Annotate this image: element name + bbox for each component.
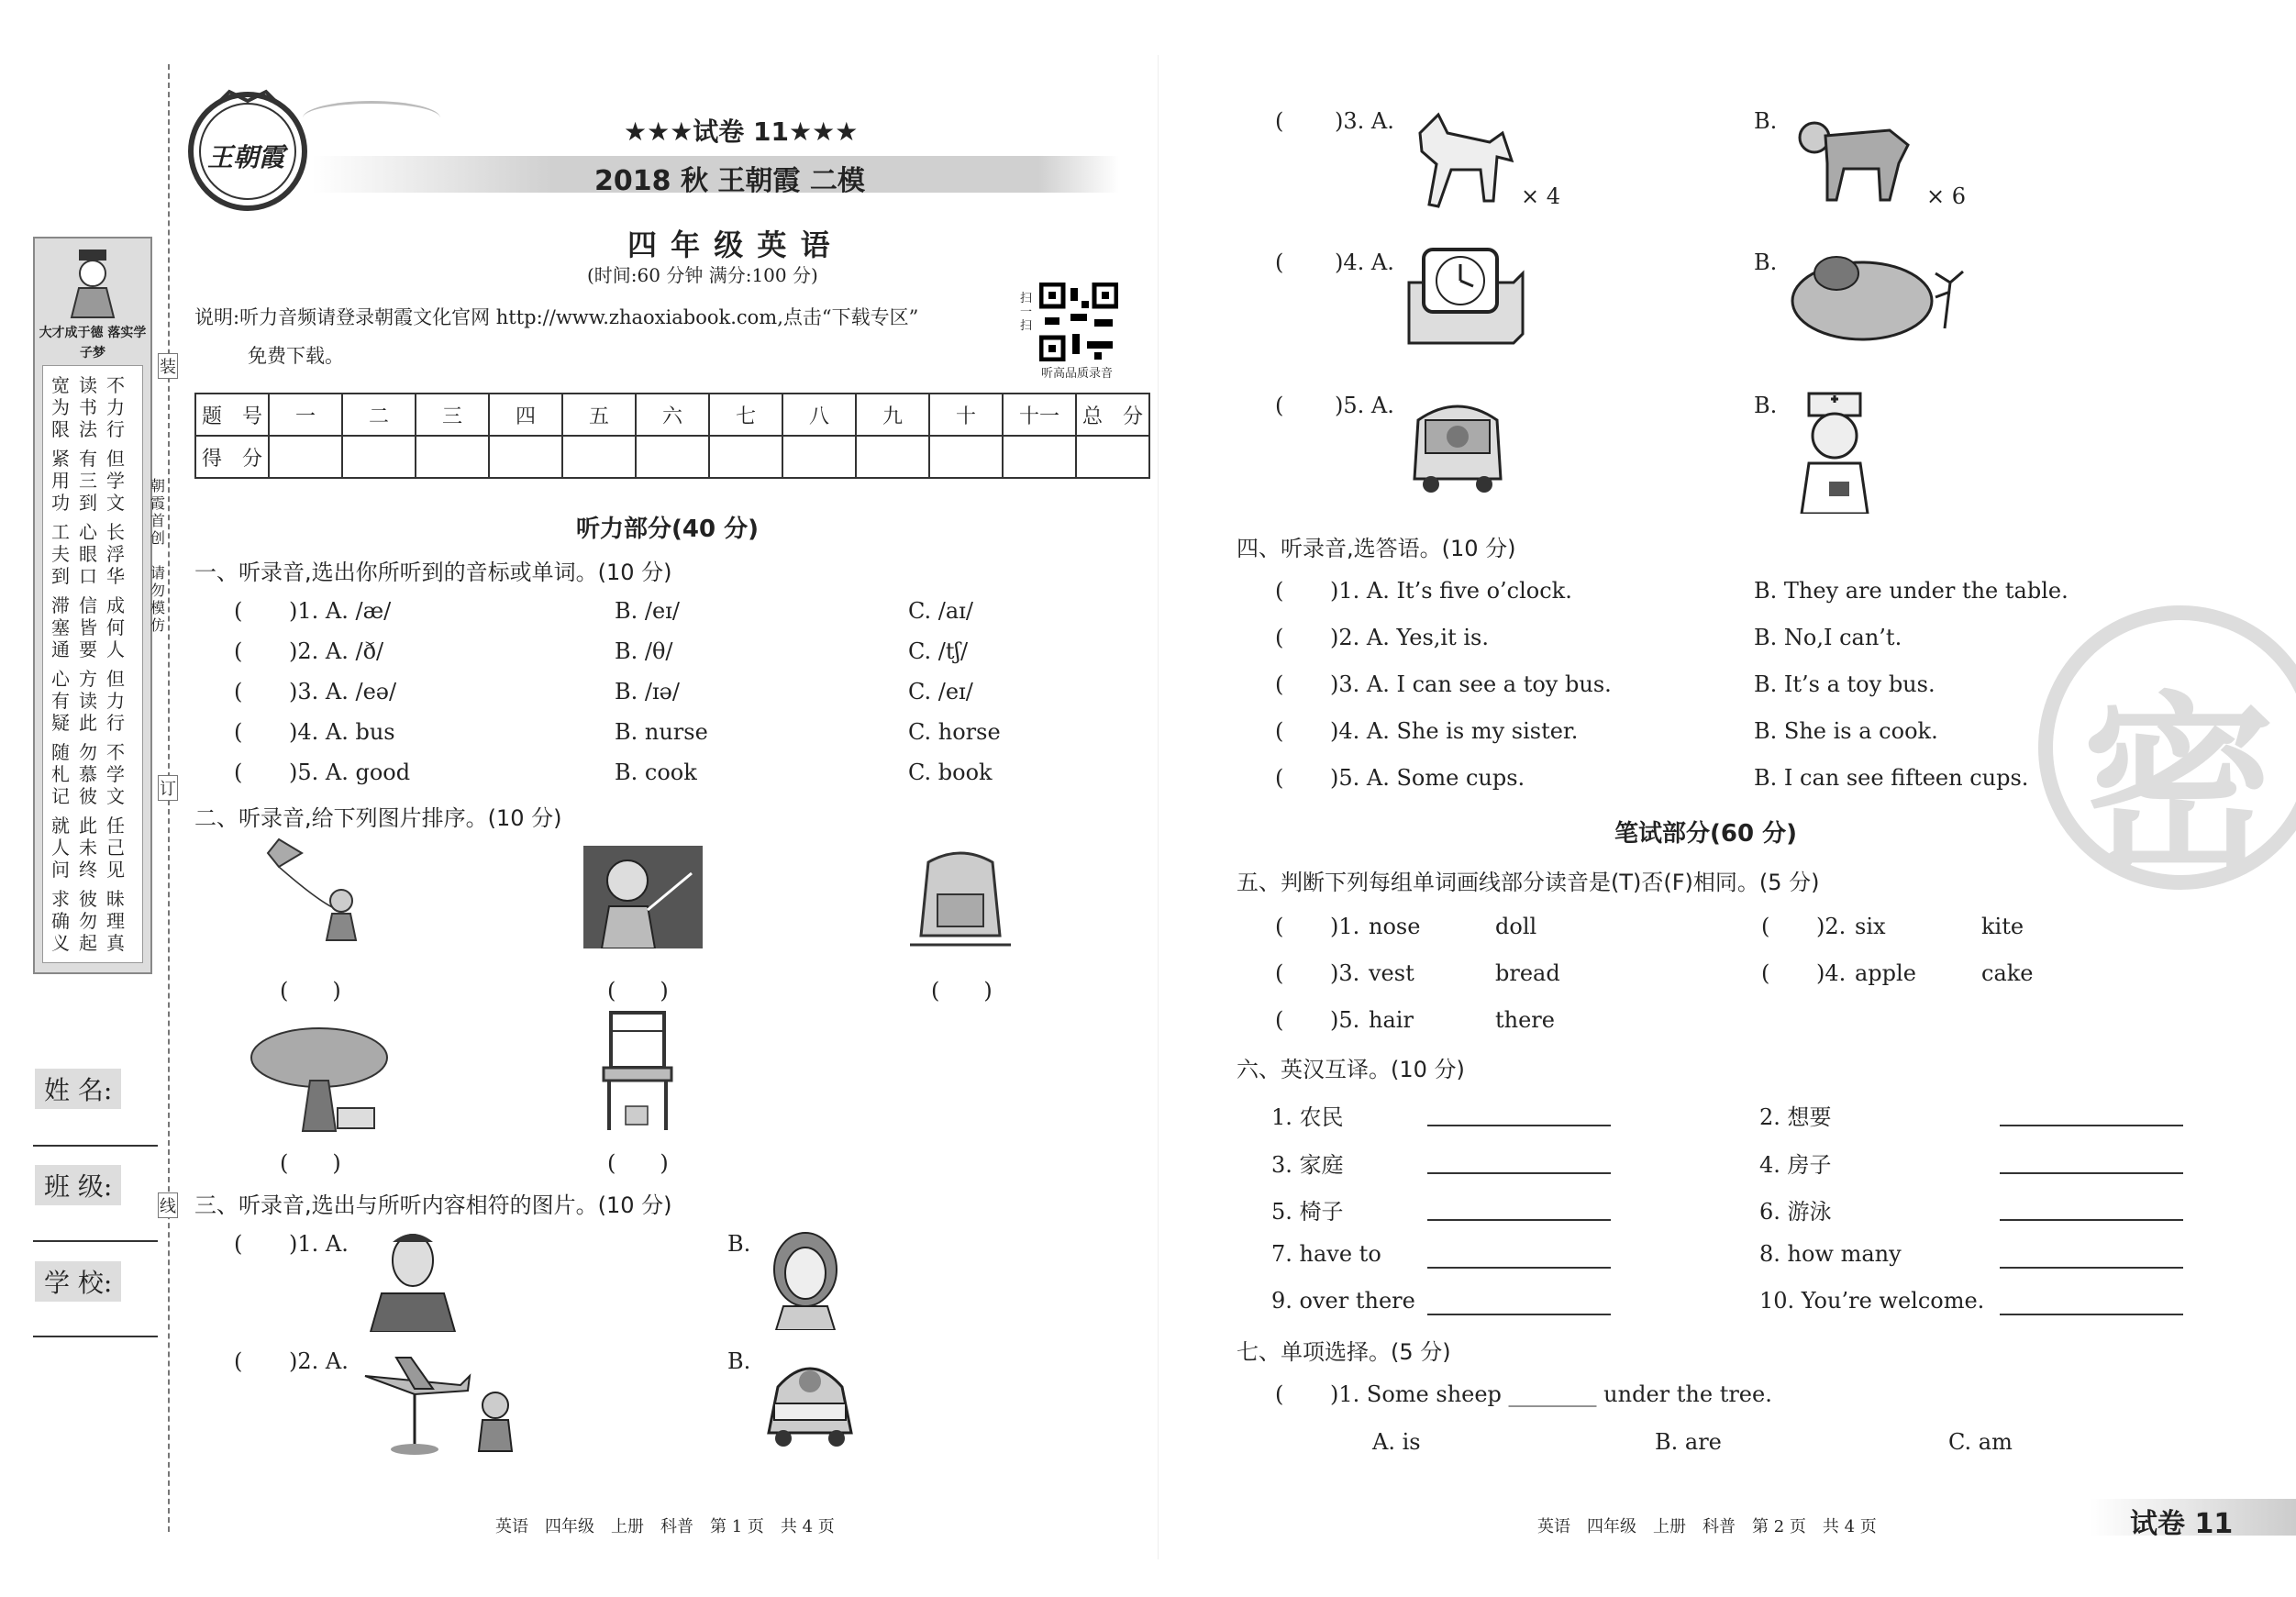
option-b: B. cook [615,760,697,785]
class-label: 班 级: [35,1165,121,1205]
section-5-title: 五、判断下列每组单词画线部分读音是(T)否(F)相同。(5 分) [1237,870,1820,895]
paren-blank[interactable]: ( ) [931,978,993,1004]
ribbon [303,101,440,135]
poem-column: 任己见 [106,815,125,881]
left-strip [0,0,174,1597]
word-2: kite [1981,914,2024,939]
horse-count: × 4 [1521,183,1561,209]
bus-icon [1407,393,1508,495]
chair-icon [598,1009,677,1134]
translation-blank[interactable] [2000,1219,2183,1221]
translation-blank[interactable] [1427,1219,1611,1221]
score-header-cell: 二 [342,394,416,436]
poem-column: 但学文 [106,448,125,514]
plane-girl-icon [360,1348,521,1458]
option-c: C. book [908,760,993,785]
question-number: )5. [1330,1007,1360,1033]
paren-blank[interactable]: ( ) [607,978,669,1004]
option-b: B. nurse [615,719,708,745]
question-number: )1. [1330,914,1360,939]
word-1: vest [1369,960,1414,986]
score-label-cell: 得 分 [195,436,269,478]
translation-blank[interactable] [2000,1125,2183,1126]
cut-mark: 订 [158,775,178,801]
kite-boy-icon [261,835,380,954]
word-2: cake [1981,960,2034,986]
poem-column: 就人问 [51,815,70,881]
poem-column: 读书法 [79,374,97,440]
answer-paren[interactable]: ( [1761,914,1770,939]
answer-paren[interactable]: ( [1275,765,1284,791]
option-c: C. /eɪ/ [908,679,973,704]
score-input-cell[interactable] [709,436,782,478]
q7-1-option-b[interactable]: B. are [1655,1429,1722,1455]
score-input-cell[interactable] [1076,436,1149,478]
option-b: B. /ɪə/ [615,679,680,704]
score-input-cell[interactable] [489,436,562,478]
translation-item: 5. 椅子 [1271,1199,1344,1225]
score-value-row [195,436,1149,478]
footer-left: 英语 四年级 上册 科普 第 1 页 共 4 页 [495,1517,835,1536]
time-info: (时间:60 分钟 满分:100 分) [587,264,818,286]
qr-code-icon [1039,283,1118,361]
option-a: )1. A. It’s five o’clock. [1330,578,1572,604]
answer-paren[interactable]: ( [234,638,243,664]
backpack-icon [901,844,1020,950]
poem-column: 方读此 [79,668,97,734]
poem-column: 勿慕彼 [79,741,97,807]
score-header-cell: 总 分 [1076,394,1149,436]
q3-2-paren: ( [234,1348,243,1374]
section-1-title: 一、听录音,选出你所听到的音标或单词。(10 分) [194,560,672,585]
answer-paren[interactable]: ( [1275,1007,1284,1033]
translation-item: 8. how many [1759,1240,1902,1267]
option-b-label: B. [1754,393,1778,418]
question-number: )4. [1816,960,1847,986]
section-7-title: 七、单项选择。(5 分) [1237,1339,1451,1365]
school-field[interactable] [33,1336,158,1337]
answer-paren[interactable]: ( [1275,960,1284,986]
section-3-title: 三、听录音,选出与所听内容相符的图片。(10 分) [194,1192,672,1218]
score-input-cell[interactable] [562,436,636,478]
score-header-cell: 十一 [1003,394,1076,436]
score-header-cell: 十 [929,394,1003,436]
score-table [194,393,1150,479]
option-c: C. /tʃ/ [908,638,969,664]
logo-text: 王朝霞 [207,142,285,172]
poem-column: 宽为限 [51,374,70,440]
score-header-cell: 题 号 [195,394,269,436]
poem-column: 心眼口 [79,521,97,587]
man-icon [367,1229,459,1332]
score-header-cell: 三 [416,394,489,436]
translation-item: 6. 游泳 [1759,1199,1832,1225]
title-banner: 2018 秋 王朝霞 二模 [594,165,865,197]
answer-paren[interactable]: ( [234,719,243,745]
score-header-cell: 七 [709,394,782,436]
question-label: )5. A. [1335,393,1394,418]
score-header-cell: 五 [562,394,636,436]
poem-column: 求确义 [51,888,70,954]
section-6-title: 六、英汉互译。(10 分) [1237,1057,1465,1082]
poem-column: 随札记 [51,741,70,807]
goat-count: × 6 [1926,183,1967,209]
score-header-cell: 四 [489,394,562,436]
listening-heading: 听力部分(40 分) [576,516,759,543]
goat-icon [1789,108,1917,209]
word-1: nose [1369,914,1421,939]
option-b: B. /eɪ/ [615,598,680,624]
answer-paren[interactable]: ( [1275,914,1284,939]
q3-1-paren: ( [234,1231,243,1257]
score-header-row [195,394,1149,436]
map-bowl-icon [1789,246,1972,347]
answer-paren[interactable]: ( [234,598,243,624]
q3-2-label: )2. A. [289,1348,349,1374]
poem-column: 滞塞通 [51,594,70,660]
paren-blank[interactable]: ( ) [280,1150,341,1176]
option-a: )3. A. /eə/ [289,679,397,704]
class-field[interactable] [33,1240,158,1242]
answer-paren[interactable]: ( [1275,671,1284,697]
translation-item: 9. over there [1271,1288,1415,1314]
translation-blank[interactable] [1427,1125,1611,1126]
car-icon [760,1350,860,1451]
poem-column: 昧理真 [106,888,125,954]
answer-paren[interactable]: ( [1761,960,1770,986]
horse-icon [1402,105,1521,216]
translation-blank[interactable] [2000,1172,2183,1174]
option-a: )4. A. bus [289,719,395,745]
footer-right: 英语 四年级 上册 科普 第 2 页 共 4 页 [1537,1517,1877,1536]
poem-column: 不力行 [106,374,125,440]
translation-item: 1. 农民 [1271,1104,1344,1130]
option-a: )4. A. She is my sister. [1330,718,1579,744]
paren-blank[interactable]: ( ) [280,978,341,1004]
woman-icon [760,1229,851,1330]
translation-item: 4. 房子 [1759,1151,1832,1178]
answer-paren[interactable]: ( [1275,625,1284,650]
option-b: B. They are under the table. [1754,578,2069,604]
poem-column: 有三到 [79,448,97,514]
qr-side-text: 扫一扫 [1020,292,1033,333]
translation-blank[interactable] [2000,1267,2183,1269]
tree-cat-icon [246,1026,393,1134]
option-b-label: B. [1754,250,1778,275]
word-2: there [1495,1007,1555,1033]
name-field[interactable] [33,1145,158,1147]
poem-column: 工夫到 [51,521,70,587]
option-b: B. /θ/ [615,638,673,664]
option-a: )2. A. Yes,it is. [1330,625,1489,650]
name-label: 姓 名: [35,1069,121,1109]
doctor-icon [1789,390,1880,514]
option-b: B. I can see fifteen cups. [1754,765,2029,791]
answer-paren[interactable]: ( [234,760,243,785]
answer-paren[interactable]: ( [1275,393,1284,418]
cut-mark: 线 [158,1192,178,1218]
translation-item: 10. You’re welcome. [1759,1288,1985,1314]
score-input-cell[interactable] [929,436,1003,478]
translation-blank[interactable] [1427,1172,1611,1174]
paren-blank[interactable]: ( ) [607,1150,669,1176]
clock-box-icon [1403,246,1526,347]
poem-column: 紧用功 [51,448,70,514]
score-header-cell: 九 [856,394,929,436]
q3-2-b-label: B. [727,1348,751,1374]
option-b: B. No,I can’t. [1754,625,1902,650]
poem-column: 不学文 [106,741,125,807]
option-a: )1. A. /æ/ [289,598,392,624]
notice: 朝霞首创 [150,477,166,547]
subject-title: 四 年 级 英 语 [627,227,832,262]
stamp-text: 密 [2082,675,2276,900]
answer-paren[interactable]: ( [234,679,243,704]
question-number: )2. [1816,914,1847,939]
section-4-title: 四、听录音,选答语。(10 分) [1237,536,1516,561]
answer-paren[interactable]: ( [1275,718,1284,744]
question-label: )4. A. [1335,250,1394,275]
option-b: B. She is a cook. [1754,718,1938,744]
score-input-cell[interactable] [416,436,489,478]
option-c: C. /aɪ/ [908,598,973,624]
teacher-icon [583,846,703,948]
scholar-icon [62,246,123,319]
score-header-cell: 一 [269,394,342,436]
motto: 大才成于德 落实学子梦 [39,326,147,360]
score-input-cell[interactable] [269,436,342,478]
question-number: )3. [1330,960,1360,986]
option-b-label: B. [1754,108,1778,134]
page-fold [1158,55,1159,1559]
footer-tag: 试卷 11 [2130,1508,2234,1540]
word-2: bread [1495,960,1560,986]
word-1: apple [1855,960,1916,986]
translation-blank[interactable] [1427,1314,1611,1315]
word-2: doll [1495,914,1537,939]
answer-paren[interactable]: ( [1275,108,1284,134]
writing-heading: 笔试部分(60 分) [1614,820,1797,848]
school-label: 学 校: [35,1261,121,1302]
translation-blank[interactable] [1427,1267,1611,1269]
q7-1-option-a[interactable]: A. is [1372,1429,1421,1455]
word-1: six [1855,914,1886,939]
score-input-cell[interactable] [782,436,856,478]
score-header-cell: 六 [636,394,709,436]
score-input-cell[interactable] [636,436,709,478]
translation-item: 7. have to [1271,1240,1381,1267]
poem-column: 心有疑 [51,668,70,734]
paper-number: ★★★试卷 11★★★ [624,116,859,147]
translation-blank[interactable] [2000,1314,2183,1315]
notice: 请勿模仿 [150,564,166,634]
option-a: )3. A. I can see a toy bus. [1330,671,1612,697]
option-a: )2. A. /ð/ [289,638,384,664]
poem-column: 信皆要 [79,594,97,660]
q3-1-label: )1. A. [289,1231,349,1257]
translation-item: 3. 家庭 [1271,1151,1344,1178]
poem-column: 彼勿起 [79,888,97,954]
poem-column: 成何人 [106,594,125,660]
word-1: hair [1369,1007,1414,1033]
q7-1-text: )1. Some sheep ________ under the tree. [1330,1381,1772,1407]
option-c: C. horse [908,719,1001,745]
section-2-title: 二、听录音,给下列图片排序。(10 分) [194,805,562,831]
note-line2: 免费下载。 [248,345,344,367]
q3-1-b-label: B. [727,1231,751,1257]
option-a: )5. A. good [289,760,411,785]
score-input-cell[interactable] [856,436,929,478]
q7-1-option-c[interactable]: C. am [1948,1429,2013,1455]
answer-paren[interactable]: ( [1275,250,1284,275]
q7-1-paren: ( [1275,1381,1284,1407]
score-header-cell: 八 [782,394,856,436]
qr-caption: 听高品质录音 [1041,367,1114,381]
option-a: )5. A. Some cups. [1330,765,1525,791]
translation-item: 2. 想要 [1759,1104,1832,1130]
poem-column: 长浮华 [106,521,125,587]
score-input-cell[interactable] [342,436,416,478]
score-input-cell[interactable] [1003,436,1076,478]
poem-column: 但力行 [106,668,125,734]
question-label: )3. A. [1335,108,1394,134]
poem-column: 此未终 [79,815,97,881]
option-b: B. It’s a toy bus. [1754,671,1936,697]
note: 说明:听力音频请登录朝霞文化官网 http://www.zhaoxiabook.com,点击“下载专区” [194,306,919,328]
cut-mark: 装 [158,353,178,379]
answer-paren[interactable]: ( [1275,578,1284,604]
